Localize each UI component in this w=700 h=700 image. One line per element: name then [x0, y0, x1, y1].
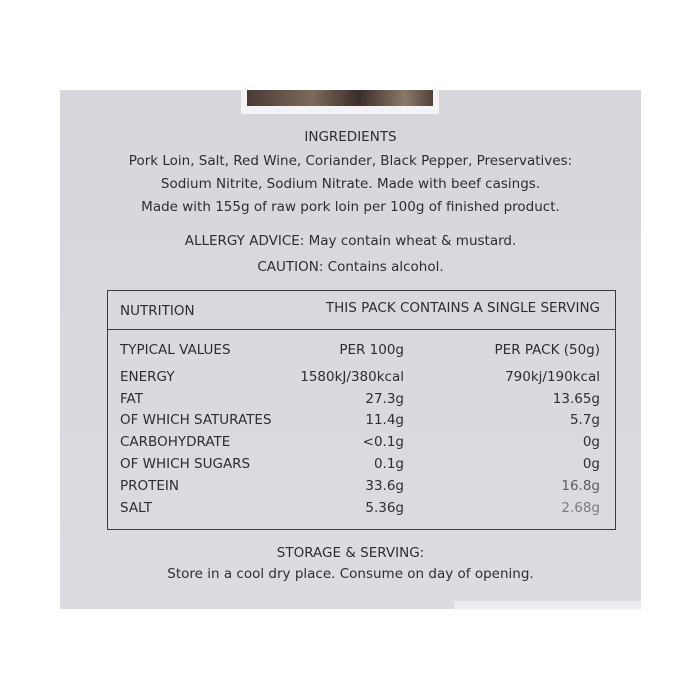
col-typical-values: TYPICAL VALUES	[120, 342, 231, 358]
caution-text: CAUTION: Contains alcohol.	[257, 259, 444, 275]
nutrition-row-protein	[108, 478, 615, 500]
label-edge-strip	[454, 601, 641, 609]
nutrient-name: SALT	[120, 500, 152, 516]
ingredients-line-1: Pork Loin, Salt, Red Wine, Coriander, Black Pepper, Preservatives:	[128, 153, 573, 169]
product-photo-image	[247, 90, 433, 106]
value-per-pack: 0g	[582, 434, 600, 450]
value-per-pack: 16.8g	[561, 478, 600, 494]
value-per-100g: 33.6g	[365, 478, 404, 494]
ingredients-title: INGREDIENTS	[304, 129, 397, 145]
nutrient-name: FAT	[120, 391, 143, 407]
value-per-100g: 0.1g	[373, 456, 404, 472]
pack-serving-note: THIS PACK CONTAINS A SINGLE SERVING	[325, 300, 600, 316]
value-per-100g: 27.3g	[365, 391, 404, 407]
value-per-100g: 5.36g	[365, 500, 404, 516]
nutrient-name: OF WHICH SATURATES	[120, 412, 272, 428]
nutrition-row-sugars	[108, 456, 615, 478]
value-per-pack: 5.7g	[569, 412, 600, 428]
value-per-pack: 0g	[582, 456, 600, 472]
col-per-pack: PER PACK (50g)	[494, 342, 600, 358]
nutrient-name: OF WHICH SUGARS	[120, 456, 251, 472]
nutrient-name: PROTEIN	[120, 478, 180, 494]
nutrient-name: ENERGY	[120, 369, 175, 385]
value-per-pack: 13.65g	[552, 391, 600, 407]
nutrition-panel	[107, 290, 616, 530]
nutrition-row-carbohydrate	[108, 434, 615, 456]
nutrition-row-energy	[108, 369, 615, 391]
allergy-advice: ALLERGY ADVICE: May contain wheat & mustard.	[184, 233, 517, 249]
nutrition-divider	[108, 329, 615, 330]
ingredients-line-3: Made with 155g of raw pork loin per 100g of finished product.	[141, 199, 560, 215]
value-per-100g: 11.4g	[365, 412, 404, 428]
storage-text: Store in a cool dry place. Consume on day of opening.	[167, 566, 534, 582]
storage-title: STORAGE & SERVING:	[276, 545, 425, 561]
value-per-100g: 1580kJ/380kcal	[300, 369, 404, 385]
nutrition-title: NUTRITION	[120, 303, 195, 319]
nutrition-header-row	[108, 342, 615, 364]
ingredients-text	[60, 150, 641, 219]
nutrient-name: CARBOHYDRATE	[120, 434, 231, 450]
product-label	[60, 90, 641, 609]
value-per-pack: 2.68g	[561, 500, 600, 516]
value-per-100g: <0.1g	[362, 434, 404, 450]
value-per-pack: 790kj/190kcal	[505, 369, 600, 385]
nutrition-row-salt	[108, 500, 615, 522]
product-photo	[241, 90, 439, 114]
ingredients-line-2: Sodium Nitrite, Sodium Nitrate. Made with beef casings.	[160, 176, 541, 192]
nutrition-row-fat	[108, 391, 615, 413]
nutrition-row-saturates	[108, 412, 615, 434]
col-per-100g: PER 100g	[339, 342, 404, 358]
